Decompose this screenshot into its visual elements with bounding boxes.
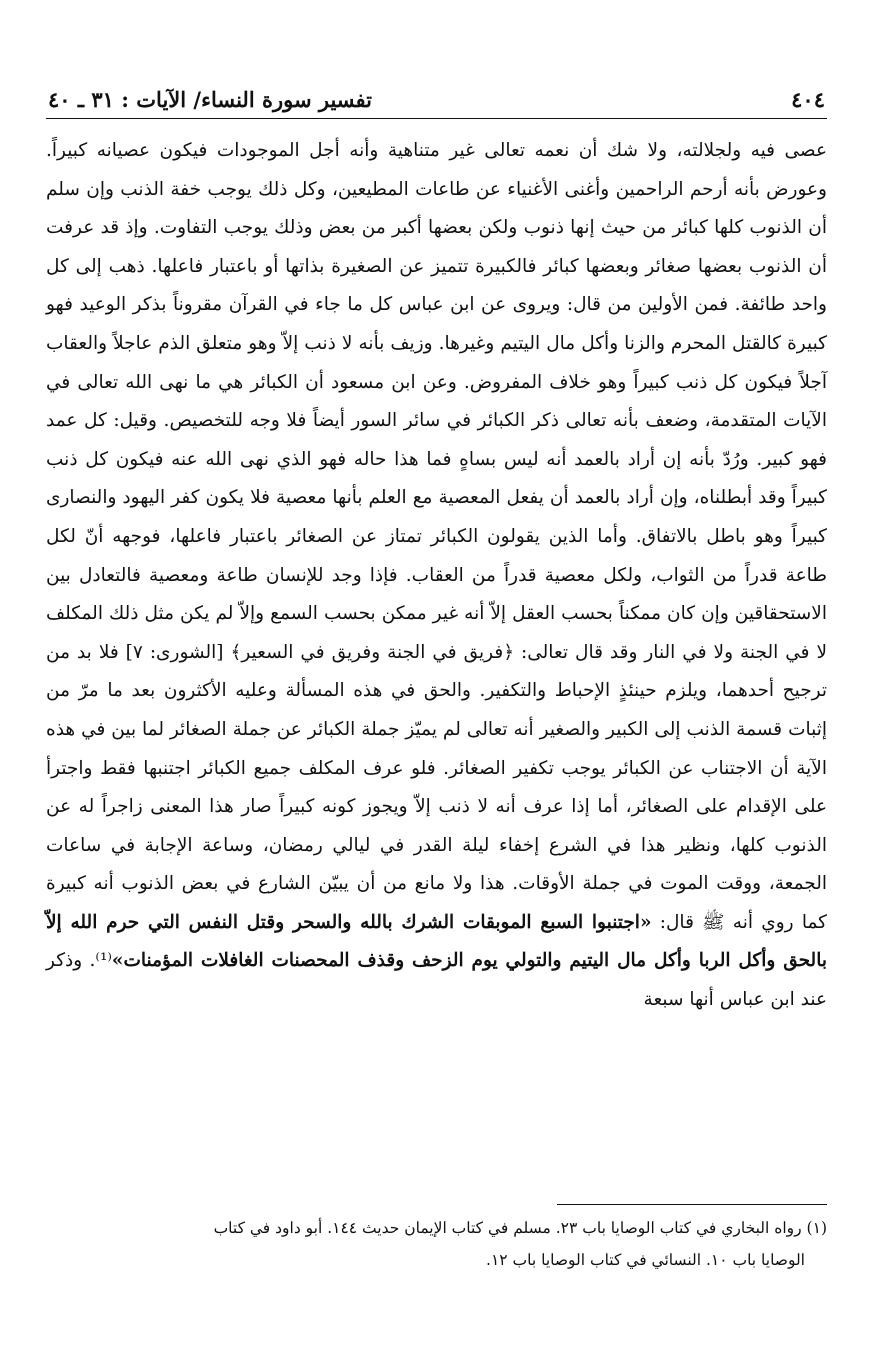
running-head [48,80,825,114]
footnote-divider [557,1204,827,1205]
page-number: ٤٠٤ [791,87,825,112]
footnote-marker: ⁽¹⁾ [95,950,112,972]
hadith-quote: «اجتنبوا السبع الموبقات الشرك بالله والسحر وقتل النفس التي حرم الله إلاّ بالحق وأكل الربا وأكل مال اليتيم والتولي يوم الزحف وقذف المحصنات الغافلات المؤمنات» [46,911,827,972]
header-divider [46,118,827,119]
footnote-line-2: الوصايا باب ١٠. النسائي في كتاب الوصايا باب ١٢. [486,1251,805,1269]
footnote-line-1: (١) رواه البخاري في كتاب الوصايا باب ٢٣. مسلم في كتاب الإيمان حديث ١٤٤. أبو داود في كتاب [213,1219,827,1237]
main-text [46,132,827,1020]
body-continuation: . وذكر عند ابن عباس أنها سبعة [46,950,827,1011]
body-paragraph: عصى فيه ولجلالته، ولا شك أن نعمه تعالى غير متناهية وأنه أجل الموجودات فيكون عصيانه كبيراً. وعورض بأنه أرحم الراحمين وأغنى الأغنياء عن طاعات المطيعين، وكل ذلك يوجب خفة الذنب وإن سلم أن الذنوب كلها كبائر من حيث إنها ذنوب ولكن بعضها أكبر من بعض وذلك يوجب التفاوت. وإذ قد عرفت أن الذنوب بعضها صغائر وبعضها كبائر فالكبيرة تتميز عن الصغيرة بذاتها أو باعتبار فاعلها. ذهب إلى كل واحد طائفة. فمن الأولين من قال: ويروى عن ابن عباس كل ما جاء في القرآن مقروناً بذكر الوعيد فهو كبيرة كالقتل المحرم والزنا وأكل مال اليتيم وغيرها. وزيف بأنه لا ذنب إلاّ وهو متعلق الذم عاجلاً والعقاب آجلاً فيكون كل ذنب كبيراً وهو خلاف المفروض. وعن ابن مسعود أن الكبائر هي ما نهى الله تعالى في الآيات المتقدمة، وضعف بأنه تعالى ذكر الكبائر في سائر السور أيضاً فلا وجه للتخصيص. وقيل: كل عمد فهو كبير. ورُدّ بأنه إن أراد بالعمد أنه ليس بساهٍ فما هذا حاله فهو الذي نهى الله عنه فيكون كل ذنب كبيراً وقد أبطلناه، وإن أراد بالعمد أن يفعل المعصية مع العلم بأنها معصية فلا يكون كفر اليهود والنصارى كبيراً وهو باطل بالاتفاق. وأما الذين يقولون الكبائر تمتاز عن الصغائر باعتبار فاعلها، فوجهه أنّ لكل طاعة قدراً من الثواب، ولكل معصية قدراً من العقاب. فإذا وجد للإنسان طاعة ومعصية فالتعادل بين الاستحقاقين وإن كان ممكناً بحسب العقل إلاّ أنه غير ممكن بحسب السمع وإلاّ لم يكن مثل ذلك المكلف لا في الجنة ولا في النار وقد قال تعالى: ﴿فريق في الجنة وفريق في السعير﴾ [الشورى: ٧] فلا بد من ترجيح أحدهما، ويلزم حينئذٍ الإحباط والتكفير. والحق في هذه المسألة وعليه الأكثرون بعد ما مرّ من إثبات قسمة الذنب إلى الكبير والصغير أنه تعالى لم يميّز جملة الكبائر عن جملة الصغائر لما بين في هذه الآية أن الاجتناب عن الكبائر يوجب تكفير الصغائر. فلو عرف المكلف جميع الكبائر اجتنبها فقط واجترأ على الإقدام على الصغائر، أما إذا عرف أنه لا ذنب إلاّ ويجوز كونه كبيراً صار هذا المعنى زاجراً له عن الذنوب كلها، ونظير هذا في الشرع إخفاء ليلة القدر في ليالي رمضان، وساعة الإجابة في ساعات الجمعة، ووقت الموت في جملة الأوقات. هذا ولا مانع من أن يبيّن الشارع في بعض الذنوب أنه كبيرة كما روي أنه ﷺ قال: [46,140,828,933]
footnotes [46,1212,827,1276]
running-title: تفسير سورة النساء/ الآيات : ٣١ ـ ٤٠ [48,87,372,112]
